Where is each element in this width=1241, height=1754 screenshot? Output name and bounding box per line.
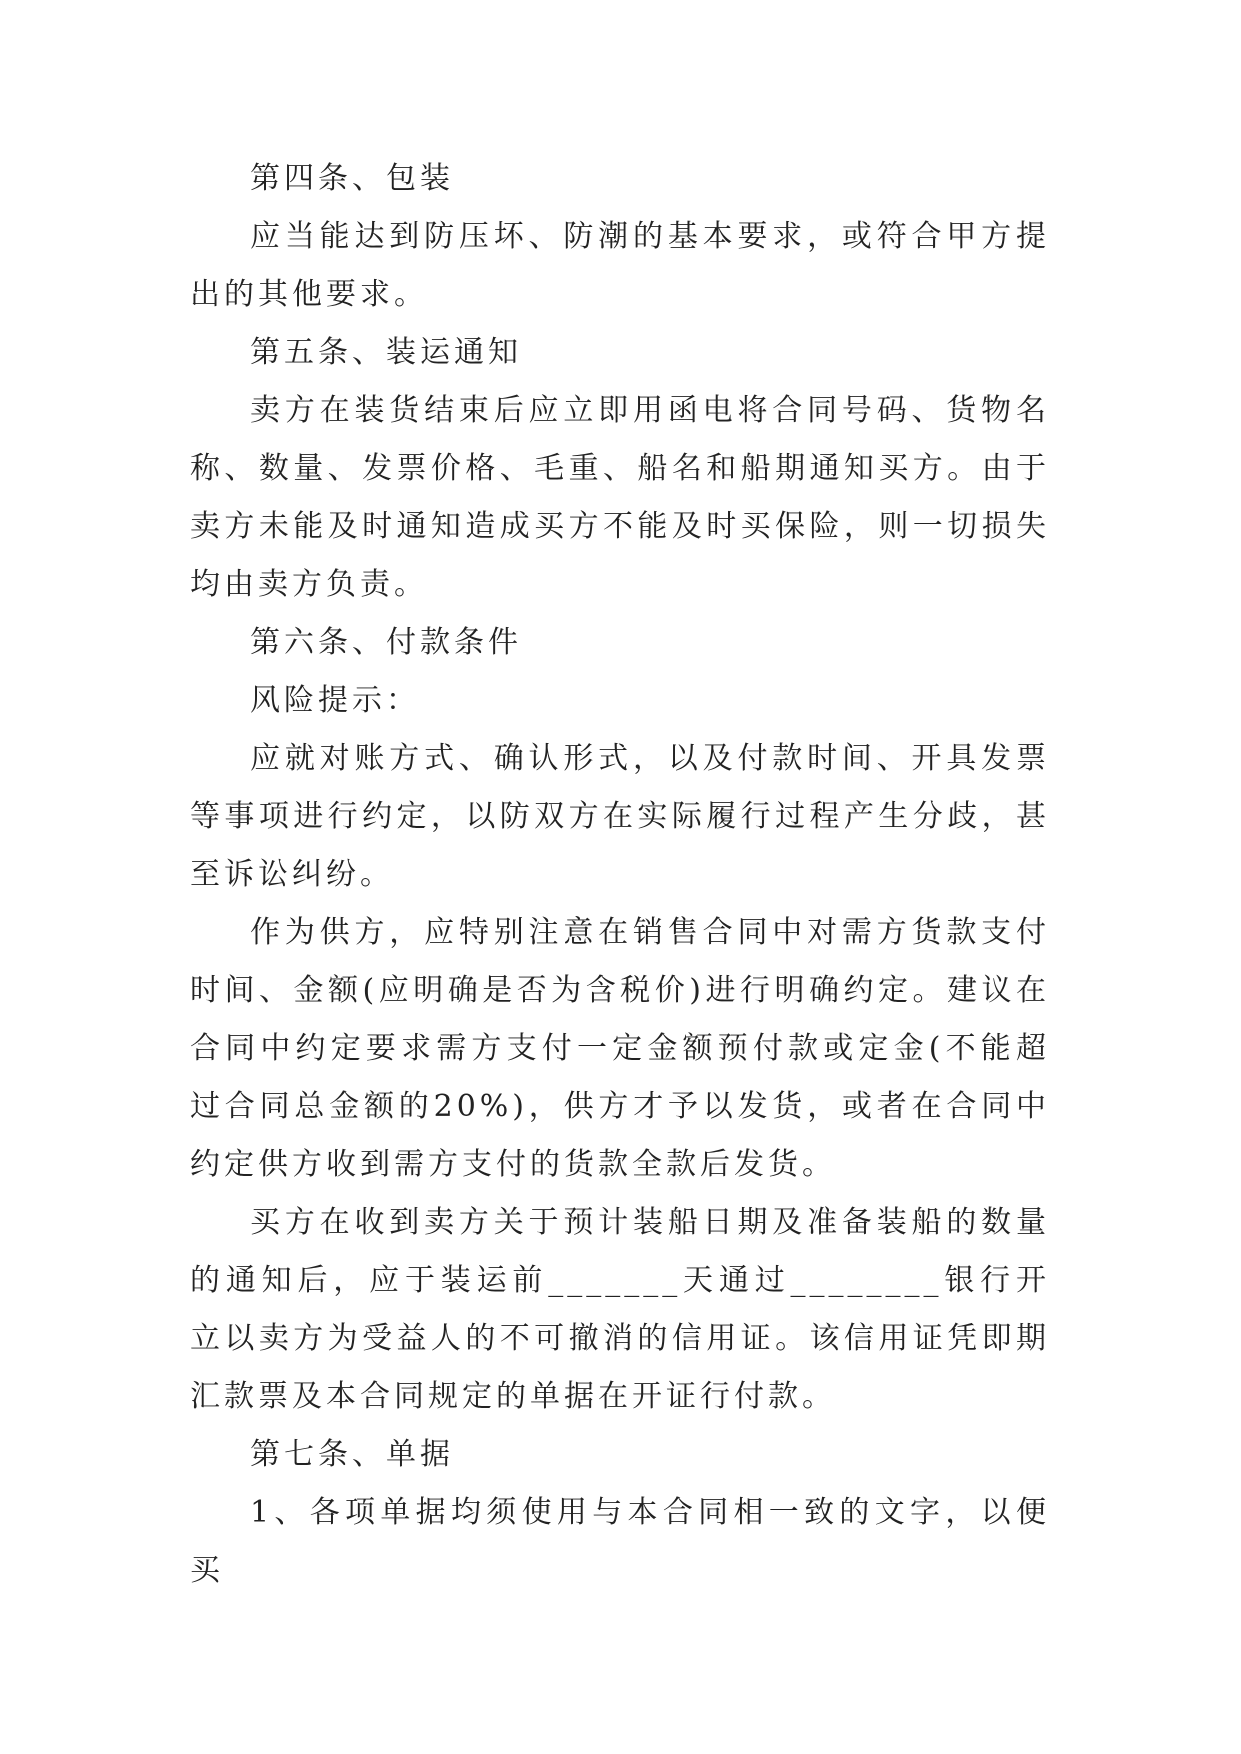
risk-notice-label: 风险提示： <box>250 683 420 718</box>
document-page <box>190 150 1050 1600</box>
article-4-heading: 第四条、包装 <box>250 161 454 196</box>
article-6-heading: 第六条、付款条件 <box>250 625 522 660</box>
reconciliation-paragraph: 应就对账方式、确认形式，以及付款时间、开具发票等事项进行约定，以防双方在实际履行过程产生分歧，甚至诉讼纠纷。 <box>190 741 1050 892</box>
letter-of-credit-paragraph: 买方在收到卖方关于预计装船日期及准备装船的数量的通知后，应于装运前_______天通过________银行开立以卖方为受益人的不可撤消的信用证。该信用证凭即期汇款票及本合同规定的单据在开证行付款。 <box>190 1205 1050 1414</box>
supplier-payment-paragraph: 作为供方，应特别注意在销售合同中对需方货款支付时间、金额(应明确是否为含税价)进行明确约定。建议在合同中约定要求需方支付一定金额预付款或定金(不能超过合同总金额的20%)，供方才予以发货，或者在合同中约定供方收到需方支付的货款全款后发货。 <box>190 915 1050 1182</box>
documents-item-1: 1、各项单据均须使用与本合同相一致的文字，以便买 <box>190 1495 1050 1588</box>
shipment-notice-paragraph: 卖方在装货结束后应立即用函电将合同号码、货物名称、数量、发票价格、毛重、船名和船期通知买方。由于卖方未能及时通知造成买方不能及时买保险，则一切损失均由卖方负责。 <box>190 393 1050 602</box>
packaging-paragraph: 应当能达到防压坏、防潮的基本要求，或符合甲方提出的其他要求。 <box>190 219 1050 312</box>
article-5-heading: 第五条、装运通知 <box>250 335 522 370</box>
article-7-heading: 第七条、单据 <box>250 1437 454 1472</box>
